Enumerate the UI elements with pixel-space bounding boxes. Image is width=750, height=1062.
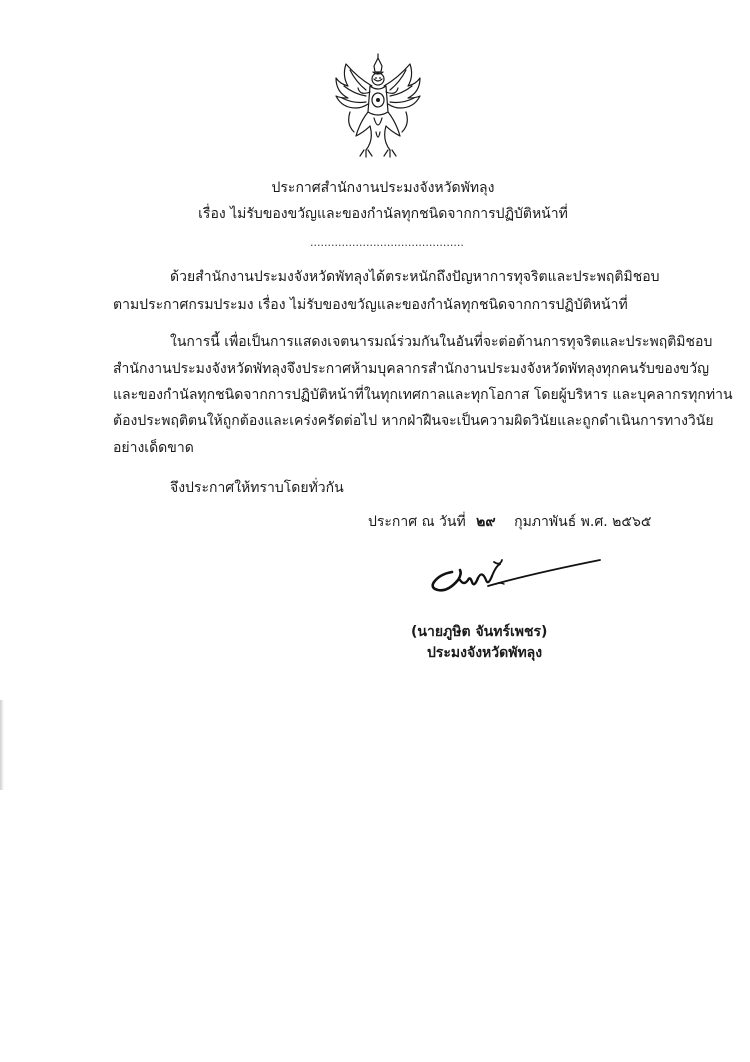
paragraph-2-line-2: สำนักงานประมงจังหวัดพัทลุงจึงประกาศห้ามบุคลากรสำนักงานประมงจังหวัดพัทลุงทุกคนรับของขวัญ xyxy=(113,361,710,377)
date-month-year: กุมภาพันธ์ พ.ศ. ๒๕๖๕ xyxy=(514,514,652,530)
scan-edge-shadow xyxy=(0,700,4,790)
signatory-name: (นายภูษิต จันทร์เพชร) xyxy=(411,624,548,640)
handwritten-signature-icon xyxy=(430,556,602,600)
paragraph-2-line-4: ต้องประพฤติตนให้ถูกต้องและเคร่งครัดต่อไป หากฝ่าฝืนจะเป็นความผิดวินัยและถูกดำเนินการทางวินัย xyxy=(113,413,714,429)
paragraph-1-line-2: ตามประกาศกรมประมง เรื่อง ไม่รับของขวัญและของกำนัลทุกชนิดจากการปฏิบัติหน้าที่ xyxy=(113,297,628,313)
paragraph-1-line-1: ด้วยสำนักงานประมงจังหวัดพัทลุงได้ตระหนักถึงปัญหาการทุจริตและประพฤติมิชอบ xyxy=(170,269,660,285)
title-separator: ............................................ xyxy=(310,236,464,249)
announcement-title: ประกาศสำนักงานประมงจังหวัดพัทลุง xyxy=(271,180,495,196)
garuda-emblem-icon xyxy=(330,52,426,164)
paragraph-2-line-3: และของกำนัลทุกชนิดจากการปฏิบัติหน้าที่ในทุกเทศกาลและทุกโอกาส โดยผู้บริหาร และบุคลากรทุกท่าน xyxy=(113,387,733,403)
date-day: ๒๙ xyxy=(476,514,496,530)
announcement-date xyxy=(368,511,651,533)
paragraph-3: จึงประกาศให้ทราบโดยทั่วกัน xyxy=(170,480,344,496)
date-prefix: ประกาศ ณ วันที่ xyxy=(368,514,466,530)
paragraph-2-line-1: ในการนี้ เพื่อเป็นการแสดงเจตนารมณ์ร่วมกันในอันที่จะต่อต้านการทุจริตและประพฤติมิชอบ xyxy=(170,334,713,350)
announcement-subject: เรื่อง ไม่รับของขวัญและของกำนัลทุกชนิดจากการปฏิบัติหน้าที่ xyxy=(198,206,568,222)
signatory-position: ประมงจังหวัดพัทลุง xyxy=(427,645,543,661)
paragraph-2-line-5: อย่างเด็ดขาด xyxy=(113,440,194,456)
